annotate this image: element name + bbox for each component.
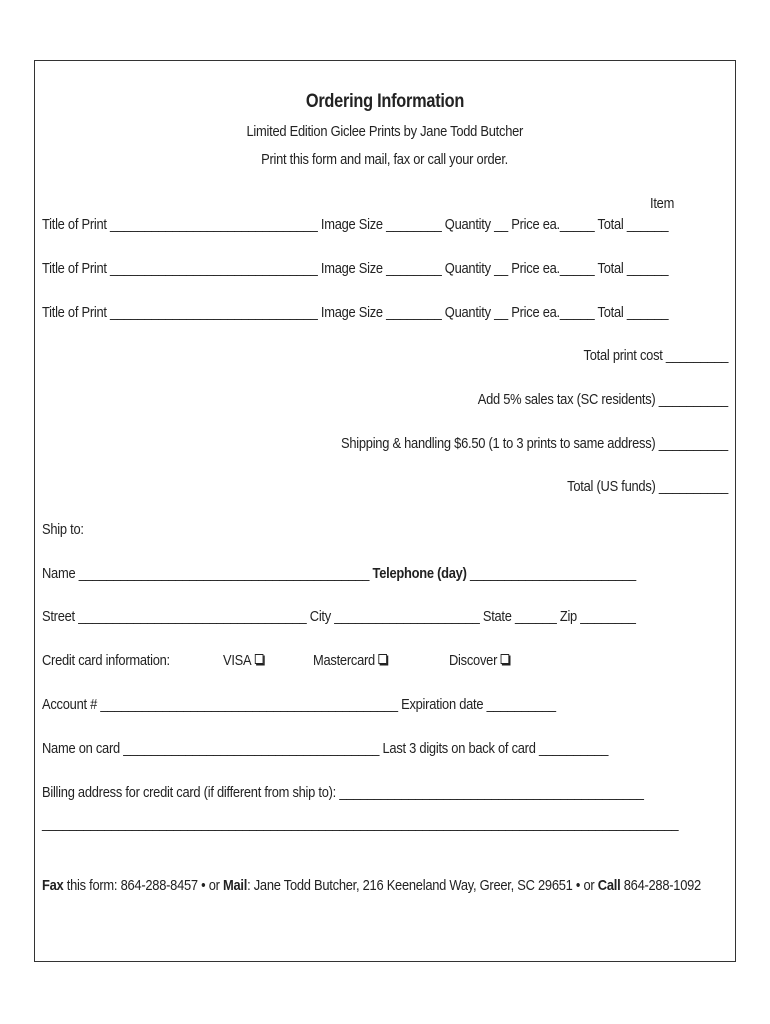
call-label: Call [597,877,621,894]
discover-label: Discover [449,652,498,669]
print-row-3[interactable]: Title of Print ______________________________ Image Size ________ Quantity __ Price ea._____ Total ______ [42,304,669,321]
account-row[interactable]: Account # ___________________________________________ Expiration date __________ [42,696,556,713]
sales-tax-line[interactable]: Add 5% sales tax (SC residents) __________ [477,391,728,408]
form-instructions: Print this form and mail, fax or call your order. [261,151,509,168]
mail-label: Mail [223,877,248,894]
mastercard-checkbox[interactable] [378,654,387,664]
fax-text: this form: 864-288-8457 • or [63,877,224,894]
discover-option[interactable] [449,652,509,669]
address-row[interactable]: Street _________________________________ City _____________________ State ______ Zip ________ [42,608,636,625]
discover-checkbox[interactable] [501,654,510,664]
form-subtitle: Limited Edition Giclee Prints by Jane Todd Butcher [246,123,524,140]
call-text: 864-288-1092 [620,877,701,894]
credit-card-label: Credit card information: [42,652,170,669]
fax-label: Fax [42,877,64,894]
mastercard-option[interactable] [313,652,387,669]
visa-checkbox[interactable] [255,654,264,664]
ship-to-label: Ship to: [42,521,84,538]
billing-address-row[interactable]: Billing address for credit card (if different from ship to): ____________________________________________ [42,784,644,801]
shipping-line[interactable]: Shipping & handling $6.50 (1 to 3 prints to same address) __________ [341,435,728,452]
visa-label: VISA [223,652,252,669]
visa-option[interactable] [223,652,263,669]
telephone-field[interactable]: ________________________ [466,565,636,582]
billing-address-line-2[interactable]: ____________________________________________________________________________________________ [42,815,679,832]
print-row-2[interactable]: Title of Print ______________________________ Image Size ________ Quantity __ Price ea._____ Total ______ [42,260,669,277]
print-row-1[interactable]: Title of Print ______________________________ Image Size ________ Quantity __ Price ea._____ Total ______ [42,216,669,233]
name-on-card-row[interactable]: Name on card _____________________________________ Last 3 digits on back of card __________ [42,740,609,757]
item-column-label: Item [650,195,675,212]
mastercard-label: Mastercard [313,652,375,669]
telephone-label: Telephone (day) [372,565,467,582]
contact-footer [42,877,701,894]
name-telephone-row[interactable] [42,565,636,582]
name-field[interactable]: Name __________________________________________ [42,565,370,582]
form-title: Ordering Information [305,91,465,112]
grand-total-line[interactable]: Total (US funds) __________ [567,478,728,495]
mail-text: : Jane Todd Butcher, 216 Keeneland Way, Greer, SC 29651 • or [247,877,598,894]
total-print-cost[interactable]: Total print cost _________ [583,347,728,364]
